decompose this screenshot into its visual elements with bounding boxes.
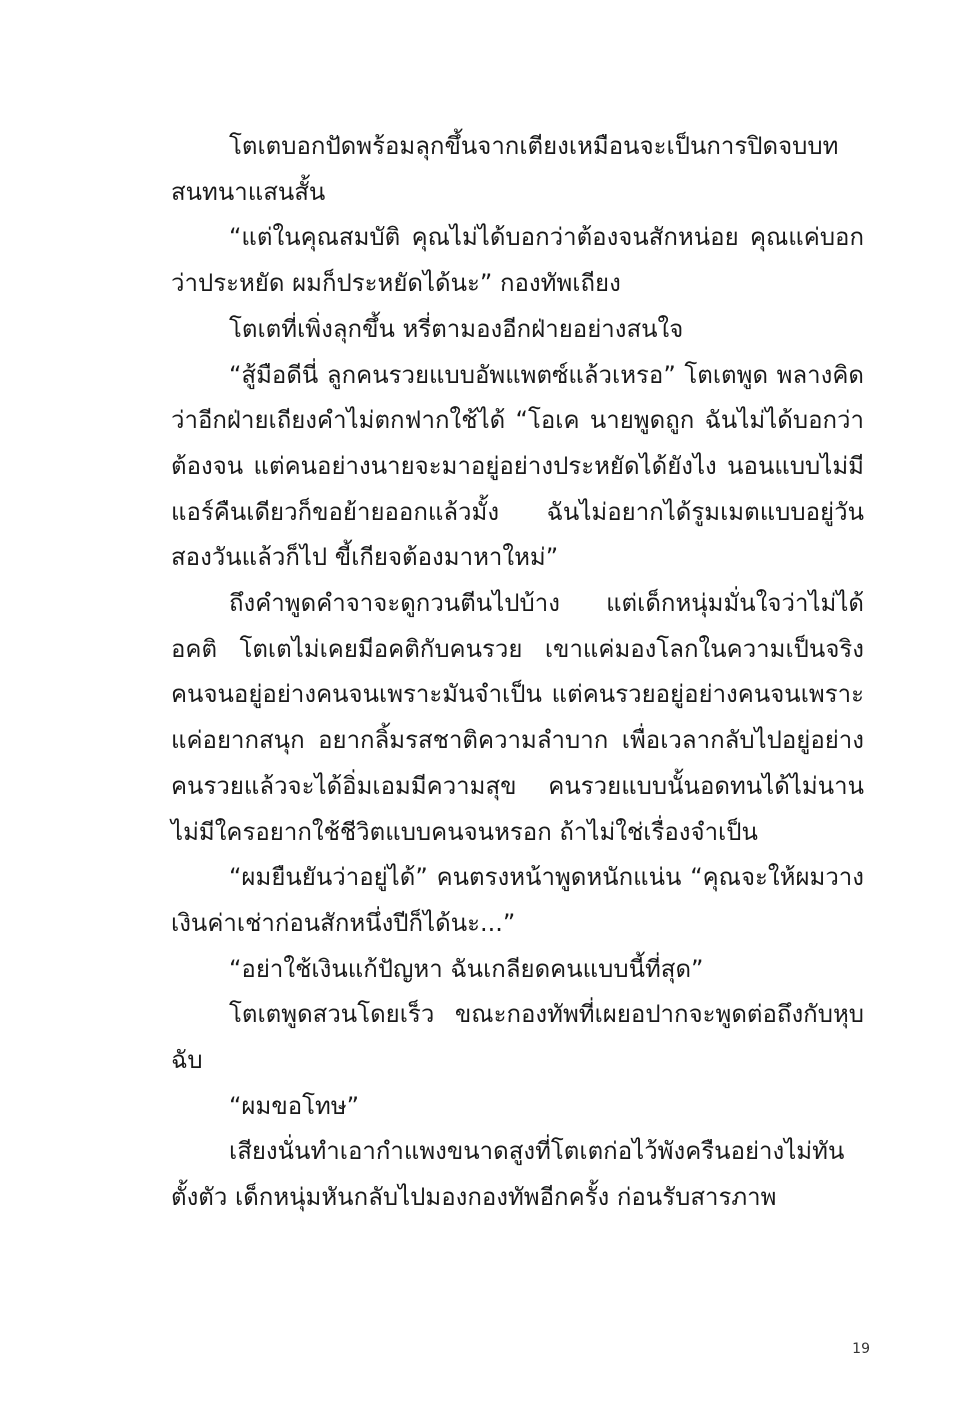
paragraph-7: “อย่าใช้เงินแก้ปัญหา ฉันเกลียดคนแบบนี้ที่สุด” — [229, 954, 704, 983]
paragraph-1: โตเตบอกปัดพร้อมลุกขึ้นจากเตียงเหมือนจะเป็นการปิดจบบทสนทนาแสนสั้น — [171, 132, 839, 206]
page-number: 19 — [852, 1341, 870, 1357]
paragraph-6: “ผมยืนยันว่าอยู่ได้” คนตรงหน้าพูดหนักแน่น “คุณจะให้ผมวางเงินค่าเช่าก่อนสักหนึ่งปีก็ได้นะ...” — [171, 863, 864, 937]
body-text — [171, 124, 864, 1221]
paragraph-9: “ผมขอโทษ” — [229, 1091, 360, 1120]
paragraph-8: โตเตพูดสวนโดยเร็ว ขณะกองทัพที่เผยอปากจะพูดต่อถึงกับหุบฉับ — [171, 1000, 864, 1075]
paragraph-3: โตเตที่เพิ่งลุกขึ้น หรี่ตามองอีกฝ่ายอย่างสนใจ — [229, 314, 684, 343]
paragraph-4: “สู้มือดีนี่ ลูกคนรวยแบบอัพแพตซ์แล้วเหรอ” โตเตพูด พลางคิดว่าอีกฝ่ายเถียงคำไม่ตกฟากใช้ได้ “โอเค นายพูดถูก ฉันไม่ได้บอกว่าต้องจน แต่คนอย่างนายจะมาอยู่อย่างประหยัดได้ยังไง นอนแบบไม่มีแอร์คืนเดียวก็ขอย้ายออกแล้วมั้ง ฉันไม่อยากได้รูมเมตแบบอยู่วันสองวันแล้วก็ไป ขี้เกียจต้องมาหาใหม่” — [171, 360, 864, 572]
paragraph-10: เสียงนั่นทำเอากำแพงขนาดสูงที่โตเตก่อไว้พังครืนอย่างไม่ทันตั้งตัว เด็กหนุ่มหันกลับไปมองกองทัพอีกครั้ง ก่อนรับสารภาพ — [171, 1137, 845, 1212]
paragraph-5: ถึงคำพูดคำจาจะดูกวนตีนไปบ้าง แต่เด็กหนุ่มมั่นใจว่าไม่ได้อคติ โตเตไม่เคยมีอคติกับคนรวย เขาแค่มองโลกในความเป็นจริง คนจนอยู่อย่างคนจนเพราะมันจำเป็น แต่คนรวยอยู่อย่างคนจนเพราะแค่อยากสนุก อยากลิ้มรสชาติความลำบาก เพื่อเวลากลับไปอยู่อย่างคนรวยแล้วจะได้อิ่มเอมมีความสุข คนรวยแบบนั้นอดทนได้ไม่นาน ไม่มีใครอยากใช้ชีวิตแบบคนจนหรอก ถ้าไม่ใช่เรื่องจำเป็น — [171, 589, 864, 846]
paragraph-2: “แต่ในคุณสมบัติ คุณไม่ได้บอกว่าต้องจนสักหน่อย คุณแค่บอกว่าประหยัด ผมก็ประหยัดได้นะ” กองทัพเถียง — [171, 223, 864, 298]
